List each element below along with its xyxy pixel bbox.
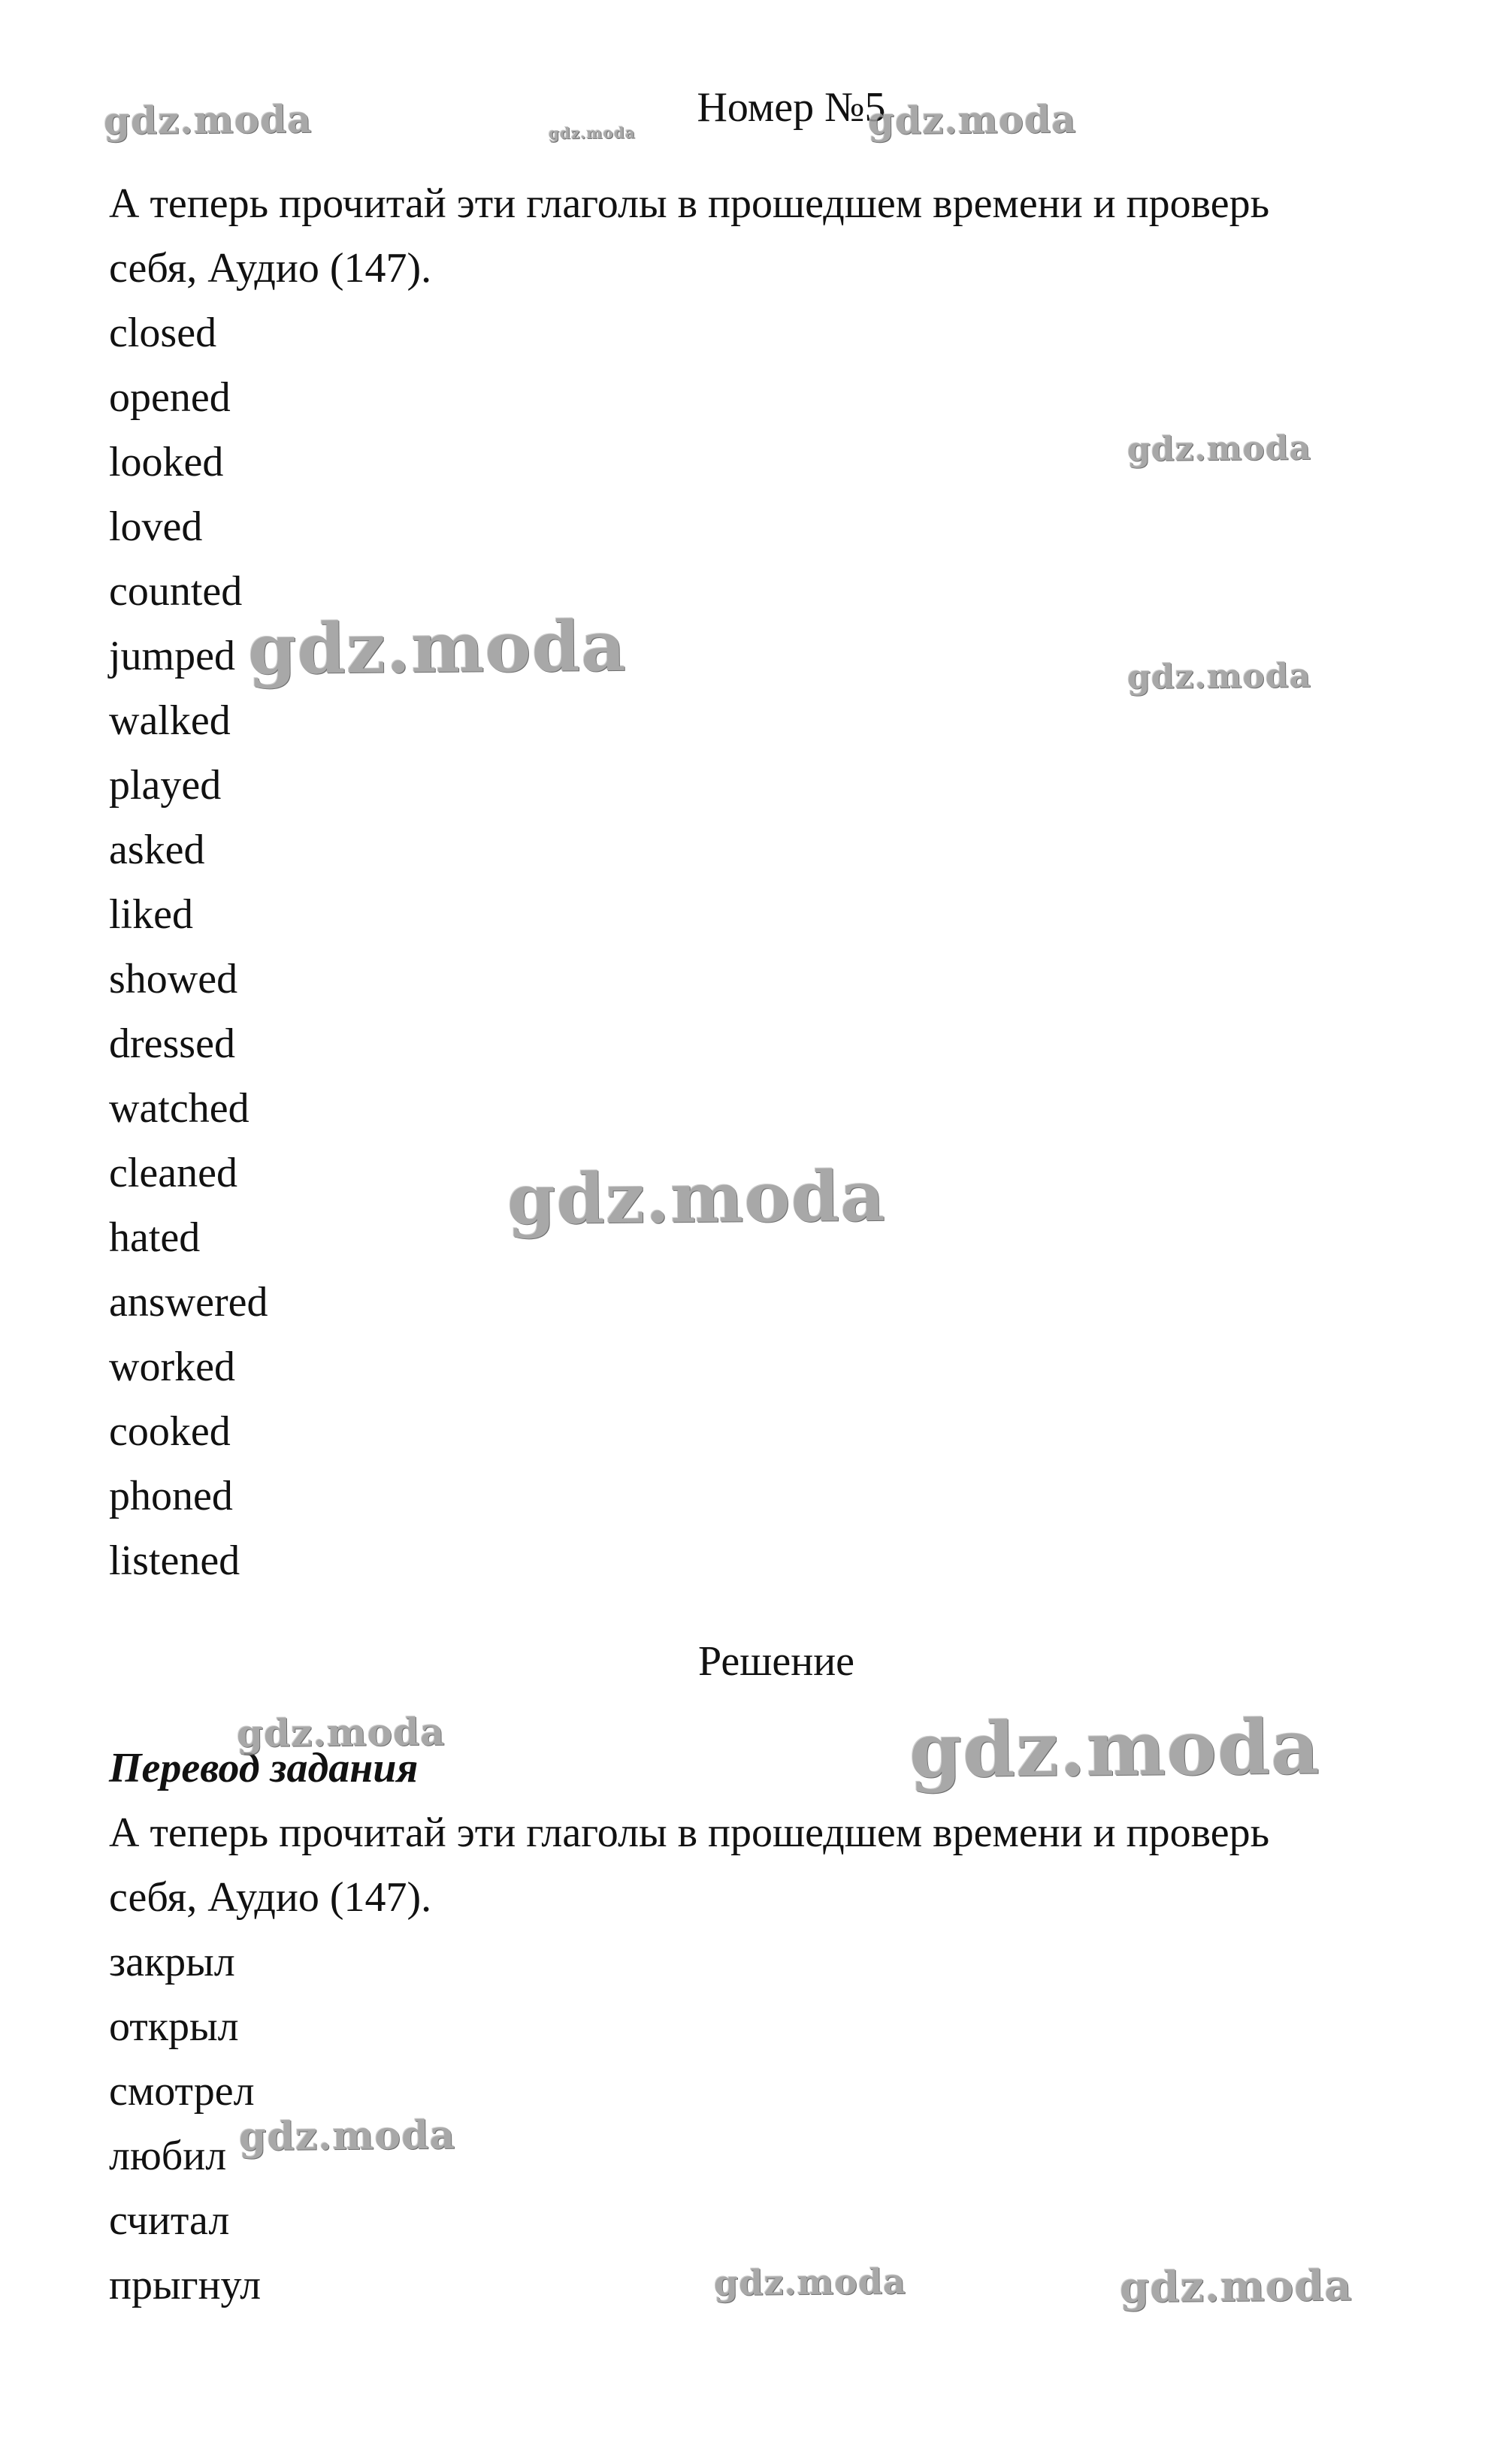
page-title-text: Номер №5 xyxy=(697,84,886,131)
verb-item: worked xyxy=(109,1344,235,1390)
verb-item: closed xyxy=(109,310,217,356)
verb-item: answered xyxy=(109,1279,268,1326)
watermark-logo: gdz.moda xyxy=(1119,2260,1353,2313)
watermark-logo: gdz.moda xyxy=(507,1155,887,1241)
verb-item: opened xyxy=(109,374,231,421)
verb-item: cooked xyxy=(109,1408,231,1455)
verb-item: liked xyxy=(109,891,193,938)
watermark-logo: gdz.moda xyxy=(103,96,313,144)
verb-item: showed xyxy=(109,956,238,1002)
translation-item: смотрел xyxy=(109,2068,255,2115)
task-instruction-line-2: себя, Аудио (147). xyxy=(109,245,432,292)
watermark-logo: gdz.moda xyxy=(1127,428,1312,470)
verb-item: jumped xyxy=(109,633,235,679)
verb-item: phoned xyxy=(109,1473,233,1519)
solution-heading xyxy=(0,1635,1500,1688)
solution-subheading: Перевод задания xyxy=(109,1745,419,1791)
translation-item: прыгнул xyxy=(109,2262,262,2308)
solution-instruction-line-2: себя, Аудио (147). xyxy=(109,1874,432,1921)
verb-item: cleaned xyxy=(109,1150,237,1196)
solution-instruction-line-1: А теперь прочитай эти глаголы в прошедшем времени и проверь xyxy=(109,1809,1270,1856)
verb-item: loved xyxy=(109,503,203,550)
verb-item: hated xyxy=(109,1214,201,1261)
watermark-logo: gdz.moda xyxy=(238,2112,456,2160)
watermark-logo: gdz.moda xyxy=(236,1709,446,1756)
verb-item: listened xyxy=(109,1537,240,1584)
verb-item: walked xyxy=(109,697,231,744)
translation-item: закрыл xyxy=(109,1939,235,1985)
watermark-logo: gdz.moda xyxy=(1127,656,1312,697)
watermark-logo: gdz.moda xyxy=(713,2260,907,2304)
translation-item: любил xyxy=(109,2133,227,2179)
watermark-logo: gdz.moda xyxy=(909,1702,1321,1795)
task-instruction-line-1: А теперь прочитай эти глаголы в прошедшем времени и проверь xyxy=(109,180,1270,227)
solution-heading-text: Решение xyxy=(697,1638,855,1685)
watermark-logo: gdz.moda xyxy=(867,96,1077,144)
translation-item: открыл xyxy=(109,2003,239,2050)
watermark-logo: gdz.moda xyxy=(247,605,628,691)
translation-item: считал xyxy=(109,2197,230,2244)
verb-item: watched xyxy=(109,1085,249,1132)
verb-item: looked xyxy=(109,439,224,485)
verb-item: asked xyxy=(109,827,205,873)
verb-item: counted xyxy=(109,568,243,615)
verb-item: dressed xyxy=(109,1020,235,1067)
verb-item: played xyxy=(109,762,222,809)
watermark-logo: gdz.moda xyxy=(548,123,636,143)
